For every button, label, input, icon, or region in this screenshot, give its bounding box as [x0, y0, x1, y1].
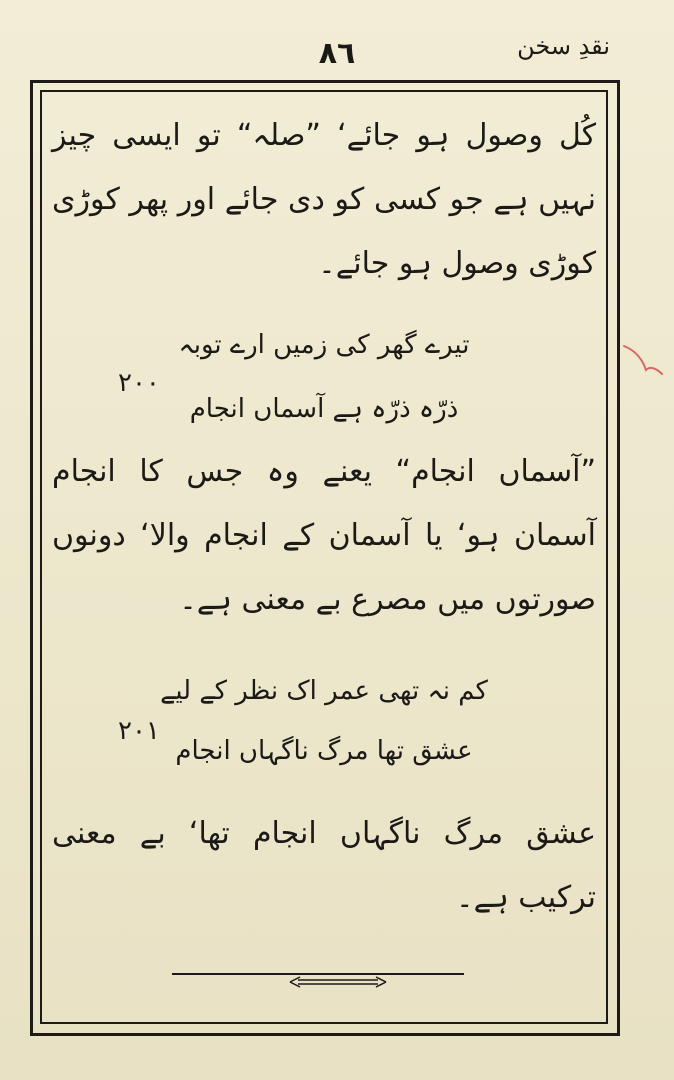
commentary-paragraph-3: عشق مرگ ناگہاں انجام تھا‘ بے معنی ترکیب ہے۔ [52, 816, 596, 915]
verse-201-line-1: کم نہ تھی عمر اک نظر کے لیے [160, 676, 488, 706]
verse-201-line-2: عشق تھا مرگ ناگہاں انجام [175, 736, 473, 766]
page-number: ۸٦ [318, 36, 356, 71]
commentary-paragraph-1: کُل وصول ہو جائے‘ ”صلہ“ تو ایسی چیز نہیں ہے جو کسی کو دی جائے اور پھر کوڑی کوڑی وصول ہو جائے۔ [52, 118, 596, 281]
verse-200-line-1: تیرے گھر کی زمیں ارے توبہ [178, 330, 470, 360]
verse-number-200: ۲۰۰ [118, 368, 160, 398]
commentary-paragraph-2: ”آسماں انجام“ یعنے وہ جس کا انجام آسمان ہو‘ یا آسمان کے انجام والا‘ دونوں صورتوں میں مصرع بے معنی ہے۔ [52, 454, 596, 617]
page-content [52, 98, 596, 998]
running-head: نقدِ سخن [517, 32, 610, 60]
section-end-ornament-icon [168, 964, 468, 992]
verse-200-line-2: ذرّہ ذرّہ ہے آسماں انجام [189, 394, 459, 424]
red-pencil-mark-icon [620, 340, 666, 380]
verse-number-201: ۲۰۱ [118, 716, 160, 746]
